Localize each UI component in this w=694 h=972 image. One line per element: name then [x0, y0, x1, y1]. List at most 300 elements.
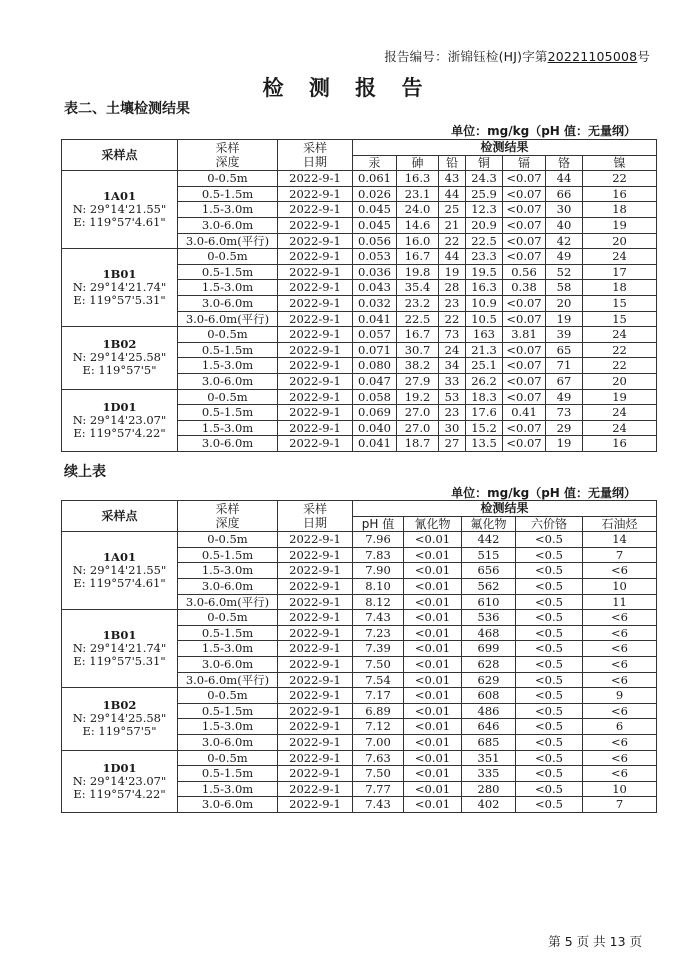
- value-cell: <6: [583, 703, 657, 719]
- depth-cell: 1.5-3.0m: [178, 358, 278, 374]
- date-cell: 2022-9-1: [278, 327, 353, 343]
- value-cell: <6: [583, 563, 657, 579]
- site-latitude: N: 29°14'23.07": [72, 773, 167, 788]
- value-cell: 23: [439, 295, 466, 311]
- table1-section-title: 表二、土壤检测结果: [64, 101, 190, 117]
- value-cell: <0.01: [404, 563, 462, 579]
- value-cell: 0.045: [353, 202, 397, 218]
- value-cell: 8.10: [353, 578, 404, 594]
- value-cell: 18: [583, 202, 657, 218]
- value-cell: 22.5: [397, 311, 439, 327]
- depth-cell: 3.0-6.0m: [178, 373, 278, 389]
- value-cell: <0.07: [503, 233, 546, 249]
- value-cell: 49: [546, 389, 583, 405]
- depth-cell: 3.0-6.0m: [178, 797, 278, 813]
- value-cell: 16.3: [397, 171, 439, 187]
- value-cell: 8.12: [353, 594, 404, 610]
- value-cell: 22: [583, 358, 657, 374]
- value-cell: 7.83: [353, 547, 404, 563]
- depth-cell: 0-0.5m: [178, 389, 278, 405]
- value-cell: <0.5: [516, 672, 583, 688]
- depth-cell: 3.0-6.0m(平行): [178, 311, 278, 327]
- sampling-site-cell: [62, 532, 178, 610]
- date-cell: 2022-9-1: [278, 578, 353, 594]
- depth-cell: 0.5-1.5m: [178, 342, 278, 358]
- value-cell: <0.07: [503, 389, 546, 405]
- value-cell: 38.2: [397, 358, 439, 374]
- value-cell: 23: [439, 405, 466, 421]
- site-header: 采样点: [62, 140, 178, 171]
- depth-cell: 0-0.5m: [178, 688, 278, 704]
- value-cell: <0.01: [404, 594, 462, 610]
- value-cell: 73: [546, 405, 583, 421]
- date-cell: 2022-9-1: [278, 295, 353, 311]
- depth-cell: 3.0-6.0m: [178, 436, 278, 452]
- value-cell: <0.01: [404, 672, 462, 688]
- value-cell: 7.63: [353, 750, 404, 766]
- value-cell: 18: [583, 280, 657, 296]
- value-cell: 515: [462, 547, 516, 563]
- value-cell: 10: [583, 578, 657, 594]
- value-cell: 24.3: [466, 171, 503, 187]
- value-cell: 0.036: [353, 264, 397, 280]
- value-cell: <0.07: [503, 295, 546, 311]
- value-cell: 0.56: [503, 264, 546, 280]
- site-latitude: N: 29°14'21.74": [72, 280, 167, 295]
- parameter-header: 氰化物: [404, 516, 462, 532]
- value-cell: 53: [439, 389, 466, 405]
- site-code: 1A01: [103, 550, 136, 565]
- date-cell: 2022-9-1: [278, 797, 353, 813]
- value-cell: 39: [546, 327, 583, 343]
- value-cell: <6: [583, 750, 657, 766]
- value-cell: <6: [583, 734, 657, 750]
- depth-header: [178, 140, 278, 171]
- value-cell: 351: [462, 750, 516, 766]
- value-cell: 15.2: [466, 420, 503, 436]
- site-longitude: E: 119°57'4.22": [73, 425, 166, 440]
- value-cell: 29: [546, 420, 583, 436]
- value-cell: 30: [439, 420, 466, 436]
- date-header: [278, 140, 353, 171]
- table2-section-title: 续上表: [64, 464, 106, 480]
- value-cell: 6.89: [353, 703, 404, 719]
- date-cell: 2022-9-1: [278, 625, 353, 641]
- value-cell: 0.38: [503, 280, 546, 296]
- date-cell: 2022-9-1: [278, 750, 353, 766]
- value-cell: 17.6: [466, 405, 503, 421]
- value-cell: 10.9: [466, 295, 503, 311]
- value-cell: 7.43: [353, 797, 404, 813]
- date-cell: 2022-9-1: [278, 734, 353, 750]
- value-cell: <0.01: [404, 703, 462, 719]
- value-cell: 608: [462, 688, 516, 704]
- value-cell: 18.7: [397, 436, 439, 452]
- depth-cell: 0.5-1.5m: [178, 405, 278, 421]
- value-cell: 25.1: [466, 358, 503, 374]
- site-code: 1B02: [102, 337, 137, 352]
- value-cell: 0.061: [353, 171, 397, 187]
- value-cell: 19: [546, 436, 583, 452]
- depth-cell: 3.0-6.0m: [178, 578, 278, 594]
- value-cell: 699: [462, 641, 516, 657]
- date-cell: 2022-9-1: [278, 280, 353, 296]
- value-cell: 34: [439, 358, 466, 374]
- depth-cell: 0-0.5m: [178, 532, 278, 548]
- value-cell: <0.5: [516, 688, 583, 704]
- value-cell: <6: [583, 641, 657, 657]
- value-cell: 280: [462, 781, 516, 797]
- date-cell: 2022-9-1: [278, 233, 353, 249]
- parameter-header: 铅: [439, 155, 466, 171]
- parameter-header: 六价铬: [516, 516, 583, 532]
- value-cell: 16.0: [397, 233, 439, 249]
- date-cell: 2022-9-1: [278, 719, 353, 735]
- value-cell: 22: [583, 171, 657, 187]
- value-cell: 14.6: [397, 217, 439, 233]
- value-cell: 7.23: [353, 625, 404, 641]
- table-header-row: [62, 501, 657, 517]
- table-row: [62, 750, 657, 766]
- date-cell: 2022-9-1: [278, 389, 353, 405]
- depth-cell: 1.5-3.0m: [178, 202, 278, 218]
- sampling-site-cell: [62, 750, 178, 812]
- value-cell: 24: [583, 405, 657, 421]
- value-cell: 27.0: [397, 420, 439, 436]
- value-cell: <0.07: [503, 202, 546, 218]
- value-cell: 0.053: [353, 249, 397, 265]
- value-cell: <0.07: [503, 420, 546, 436]
- value-cell: 16.7: [397, 327, 439, 343]
- value-cell: <0.5: [516, 625, 583, 641]
- value-cell: 25.9: [466, 186, 503, 202]
- site-latitude: N: 29°14'21.55": [72, 563, 167, 578]
- value-cell: 7.43: [353, 610, 404, 626]
- site-longitude: E: 119°57'5": [82, 724, 157, 739]
- value-cell: 335: [462, 766, 516, 782]
- depth-cell: 3.0-6.0m(平行): [178, 233, 278, 249]
- sampling-site-cell: [62, 389, 178, 451]
- value-cell: 19: [583, 217, 657, 233]
- value-cell: 27: [439, 436, 466, 452]
- value-cell: <0.01: [404, 610, 462, 626]
- value-cell: 11: [583, 594, 657, 610]
- site-header: 采样点: [62, 501, 178, 532]
- date-cell: 2022-9-1: [278, 264, 353, 280]
- value-cell: 15: [583, 311, 657, 327]
- table-row: [62, 532, 657, 548]
- value-cell: 35.4: [397, 280, 439, 296]
- date-cell: 2022-9-1: [278, 641, 353, 657]
- parameter-header: 汞: [353, 155, 397, 171]
- value-cell: 486: [462, 703, 516, 719]
- parameter-header: 铬: [546, 155, 583, 171]
- depth-cell: 3.0-6.0m(平行): [178, 594, 278, 610]
- value-cell: 28: [439, 280, 466, 296]
- sampling-site-cell: [62, 688, 178, 750]
- depth-cell: 0-0.5m: [178, 327, 278, 343]
- value-cell: 43: [439, 171, 466, 187]
- document-title: 检 测 报 告: [262, 76, 432, 100]
- depth-cell: 0.5-1.5m: [178, 703, 278, 719]
- value-cell: <6: [583, 656, 657, 672]
- date-cell: 2022-9-1: [278, 781, 353, 797]
- value-cell: 24: [583, 249, 657, 265]
- value-cell: 26.2: [466, 373, 503, 389]
- value-cell: <0.01: [404, 532, 462, 548]
- value-cell: <0.07: [503, 217, 546, 233]
- value-cell: 58: [546, 280, 583, 296]
- soil-results-continued-table: [61, 500, 657, 813]
- value-cell: <6: [583, 672, 657, 688]
- value-cell: 0.056: [353, 233, 397, 249]
- value-cell: 65: [546, 342, 583, 358]
- value-cell: 0.040: [353, 420, 397, 436]
- depth-cell: 0.5-1.5m: [178, 766, 278, 782]
- date-header-line1: 采样: [302, 140, 327, 155]
- value-cell: 33: [439, 373, 466, 389]
- value-cell: <0.01: [404, 578, 462, 594]
- value-cell: 7: [583, 797, 657, 813]
- value-cell: 40: [546, 217, 583, 233]
- value-cell: 0.041: [353, 311, 397, 327]
- value-cell: <0.01: [404, 641, 462, 657]
- site-latitude: N: 29°14'25.58": [72, 350, 167, 365]
- value-cell: 23.2: [397, 295, 439, 311]
- value-cell: 12.3: [466, 202, 503, 218]
- value-cell: 21: [439, 217, 466, 233]
- value-cell: 0.057: [353, 327, 397, 343]
- date-cell: 2022-9-1: [278, 656, 353, 672]
- value-cell: 20: [583, 373, 657, 389]
- value-cell: <0.5: [516, 734, 583, 750]
- value-cell: <6: [583, 610, 657, 626]
- date-cell: 2022-9-1: [278, 217, 353, 233]
- site-longitude: E: 119°57'5.31": [73, 654, 166, 669]
- value-cell: 0.41: [503, 405, 546, 421]
- value-cell: 0.026: [353, 186, 397, 202]
- parameter-header: 砷: [397, 155, 439, 171]
- report-number: [384, 47, 650, 65]
- value-cell: 23.1: [397, 186, 439, 202]
- value-cell: 7.39: [353, 641, 404, 657]
- value-cell: 16: [583, 436, 657, 452]
- value-cell: 7.50: [353, 766, 404, 782]
- value-cell: 0.041: [353, 436, 397, 452]
- value-cell: 656: [462, 563, 516, 579]
- value-cell: 6: [583, 719, 657, 735]
- site-code: 1B01: [102, 267, 137, 282]
- value-cell: 7.50: [353, 656, 404, 672]
- value-cell: 44: [546, 171, 583, 187]
- depth-cell: 3.0-6.0m: [178, 734, 278, 750]
- value-cell: <0.07: [503, 171, 546, 187]
- depth-cell: 0.5-1.5m: [178, 186, 278, 202]
- value-cell: 685: [462, 734, 516, 750]
- site-latitude: N: 29°14'23.07": [72, 412, 167, 427]
- depth-header-line2: 深度: [215, 516, 240, 531]
- value-cell: 22: [583, 342, 657, 358]
- depth-cell: 0-0.5m: [178, 750, 278, 766]
- value-cell: <0.5: [516, 766, 583, 782]
- value-cell: 44: [439, 249, 466, 265]
- sampling-site-cell: [62, 171, 178, 249]
- value-cell: 19: [546, 311, 583, 327]
- value-cell: 468: [462, 625, 516, 641]
- depth-header-line1: 采样: [215, 501, 240, 516]
- date-header: [278, 501, 353, 532]
- depth-header-line2: 深度: [215, 155, 240, 170]
- date-cell: 2022-9-1: [278, 610, 353, 626]
- site-longitude: E: 119°57'4.22": [73, 786, 166, 801]
- date-cell: 2022-9-1: [278, 373, 353, 389]
- date-cell: 2022-9-1: [278, 672, 353, 688]
- value-cell: 610: [462, 594, 516, 610]
- depth-cell: 0.5-1.5m: [178, 547, 278, 563]
- date-header-line1: 采样: [302, 501, 327, 516]
- value-cell: 19.8: [397, 264, 439, 280]
- value-cell: 3.81: [503, 327, 546, 343]
- date-cell: 2022-9-1: [278, 186, 353, 202]
- depth-cell: 1.5-3.0m: [178, 641, 278, 657]
- date-cell: 2022-9-1: [278, 405, 353, 421]
- page-number: 第 5 页 共 13 页: [548, 934, 642, 949]
- value-cell: 402: [462, 797, 516, 813]
- value-cell: 49: [546, 249, 583, 265]
- depth-cell: 3.0-6.0m: [178, 656, 278, 672]
- site-longitude: E: 119°57'4.61": [73, 215, 166, 230]
- date-header-line2: 日期: [302, 155, 327, 170]
- value-cell: 27.9: [397, 373, 439, 389]
- value-cell: 0.032: [353, 295, 397, 311]
- date-cell: 2022-9-1: [278, 420, 353, 436]
- depth-cell: 1.5-3.0m: [178, 280, 278, 296]
- value-cell: <0.07: [503, 186, 546, 202]
- value-cell: <0.07: [503, 311, 546, 327]
- value-cell: <6: [583, 625, 657, 641]
- site-latitude: N: 29°14'25.58": [72, 711, 167, 726]
- depth-cell: 3.0-6.0m: [178, 217, 278, 233]
- depth-cell: 3.0-6.0m(平行): [178, 672, 278, 688]
- sampling-site-cell: [62, 249, 178, 327]
- value-cell: 24: [583, 327, 657, 343]
- value-cell: 0.080: [353, 358, 397, 374]
- site-code: 1D01: [102, 399, 137, 414]
- value-cell: 23.3: [466, 249, 503, 265]
- value-cell: <0.5: [516, 781, 583, 797]
- value-cell: 628: [462, 656, 516, 672]
- value-cell: <0.07: [503, 342, 546, 358]
- value-cell: 19: [583, 389, 657, 405]
- value-cell: <0.5: [516, 547, 583, 563]
- value-cell: 0.045: [353, 217, 397, 233]
- date-cell: 2022-9-1: [278, 311, 353, 327]
- value-cell: <0.5: [516, 563, 583, 579]
- value-cell: 646: [462, 719, 516, 735]
- value-cell: 17: [583, 264, 657, 280]
- value-cell: 7.00: [353, 734, 404, 750]
- value-cell: 13.5: [466, 436, 503, 452]
- value-cell: <0.5: [516, 578, 583, 594]
- depth-header: [178, 501, 278, 532]
- results-header: 检测结果: [353, 501, 657, 517]
- value-cell: 73: [439, 327, 466, 343]
- value-cell: 22: [439, 233, 466, 249]
- value-cell: 66: [546, 186, 583, 202]
- soil-results-table: [61, 139, 657, 452]
- date-cell: 2022-9-1: [278, 532, 353, 548]
- value-cell: <0.01: [404, 797, 462, 813]
- value-cell: 30.7: [397, 342, 439, 358]
- value-cell: <0.5: [516, 797, 583, 813]
- value-cell: <0.01: [404, 688, 462, 704]
- value-cell: 20.9: [466, 217, 503, 233]
- value-cell: 24.0: [397, 202, 439, 218]
- table1-unit-note: 单位：mg/kg（pH 值：无量纲）: [451, 124, 636, 138]
- value-cell: 0.043: [353, 280, 397, 296]
- value-cell: 14: [583, 532, 657, 548]
- table-header-row: [62, 140, 657, 156]
- site-code: 1B01: [102, 628, 137, 643]
- site-latitude: N: 29°14'21.55": [72, 202, 167, 217]
- sampling-site-cell: [62, 610, 178, 688]
- value-cell: 19.2: [397, 389, 439, 405]
- site-code: 1B02: [102, 698, 137, 713]
- value-cell: 536: [462, 610, 516, 626]
- value-cell: <0.5: [516, 656, 583, 672]
- report-number-value: 20221105008: [547, 49, 638, 64]
- value-cell: <0.5: [516, 750, 583, 766]
- value-cell: <0.01: [404, 781, 462, 797]
- value-cell: 7: [583, 547, 657, 563]
- value-cell: 24: [583, 420, 657, 436]
- value-cell: 7.77: [353, 781, 404, 797]
- value-cell: 16: [583, 186, 657, 202]
- value-cell: <0.01: [404, 766, 462, 782]
- value-cell: <0.01: [404, 547, 462, 563]
- value-cell: 0.071: [353, 342, 397, 358]
- report-number-suffix: 号: [637, 49, 650, 64]
- value-cell: 7.17: [353, 688, 404, 704]
- depth-cell: 0.5-1.5m: [178, 264, 278, 280]
- parameter-header: 铜: [466, 155, 503, 171]
- value-cell: 18.3: [466, 389, 503, 405]
- site-longitude: E: 119°57'5.31": [73, 293, 166, 308]
- value-cell: <0.5: [516, 594, 583, 610]
- value-cell: 52: [546, 264, 583, 280]
- value-cell: 30: [546, 202, 583, 218]
- value-cell: <0.07: [503, 358, 546, 374]
- value-cell: 10.5: [466, 311, 503, 327]
- value-cell: <0.5: [516, 703, 583, 719]
- depth-cell: 1.5-3.0m: [178, 719, 278, 735]
- value-cell: <0.5: [516, 641, 583, 657]
- table-row: [62, 327, 657, 343]
- value-cell: <0.07: [503, 249, 546, 265]
- table-row: [62, 688, 657, 704]
- date-cell: 2022-9-1: [278, 563, 353, 579]
- table-row: [62, 389, 657, 405]
- results-header: 检测结果: [353, 140, 657, 156]
- date-cell: 2022-9-1: [278, 594, 353, 610]
- date-cell: 2022-9-1: [278, 358, 353, 374]
- parameter-header: 石油烃: [583, 516, 657, 532]
- date-cell: 2022-9-1: [278, 766, 353, 782]
- site-code: 1A01: [103, 189, 136, 204]
- value-cell: 20: [546, 295, 583, 311]
- value-cell: 0.058: [353, 389, 397, 405]
- value-cell: <0.01: [404, 750, 462, 766]
